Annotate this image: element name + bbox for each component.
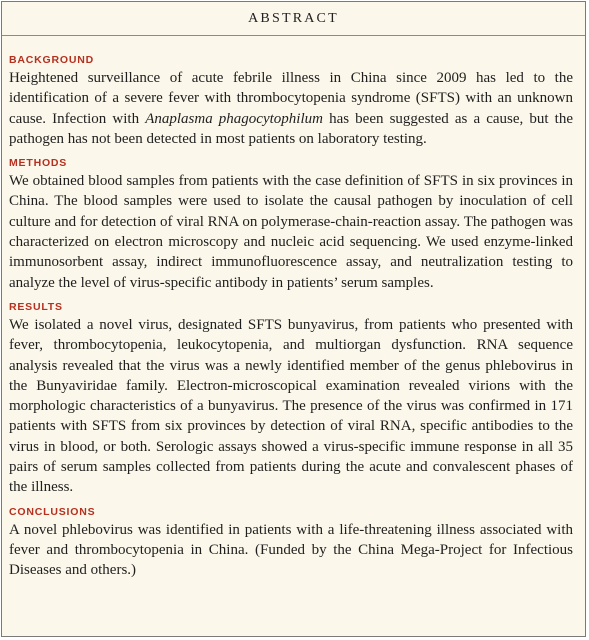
section-heading-results: RESULTS — [9, 300, 63, 313]
section-background — [9, 53, 573, 149]
section-results — [9, 300, 573, 498]
section-body-methods — [9, 171, 573, 293]
abstract-title: ABSTRACT — [2, 2, 585, 36]
section-conclusions — [9, 505, 573, 581]
section-methods — [9, 156, 573, 293]
background-text-part-2: has been suggested as a cause, but the pathogen has not been detected in most patients on laboratory testing. — [9, 110, 573, 147]
methods-text: We obtained blood samples from patients with the case definition of SFTS in six provinces in China. The blood samples were used to isolate the causal pathogen by inoculation of cell culture and for detection of viral RNA on polymerase-chain-reaction assay. The pathogen was characterized on electron microscopy and nucleic acid sequencing. We used enzyme-linked immunosorbent assay, indirect immunofluorescence assay, and neutralization testing to analyze the level of virus-specific antibody in patients’ serum samples. — [9, 173, 573, 291]
abstract-panel — [1, 1, 586, 637]
section-body-results — [9, 315, 573, 498]
section-heading-conclusions: CONCLUSIONS — [9, 505, 96, 518]
results-text: We isolated a novel virus, designated SFTS bunyavirus, from patients who presented with fever, thrombocytopenia, leukocytopenia, and multiorgan dysfunction. RNA sequence analysis revealed that the virus was a newly identified member of the genus phlebovirus in the Bunyaviridae family. Electron-microscopical examination revealed virions with the morphologic characteristics of a bunyavirus. The presence of the virus was confirmed in 171 patients with SFTS from six provinces by detection of viral RNA, specific antibodies to the virus in blood, or both. Serologic assays showed a virus-specific immune response in all 35 pairs of serum samples collected from patients during the acute and convalescent phases of the illness. — [9, 316, 573, 496]
section-body-background — [9, 68, 573, 149]
species-name: Anaplasma phagocytophilum — [145, 110, 323, 127]
section-heading-methods: METHODS — [9, 157, 68, 170]
section-heading-background: BACKGROUND — [9, 54, 94, 66]
abstract-content — [2, 36, 585, 581]
conclusions-text: A novel phlebovirus was identified in patients with a life-threatening illness associated with fever and thrombocytopenia in China. (Funded by the China Mega-Project for Infectious Diseases and others.) — [9, 521, 573, 579]
background-text-part-1: Heightened surveillance of acute febrile illness in China since 2009 has led to the identification of a severe fever with thrombocytopenia syndrome (SFTS) with an unknown cause. Infection with — [9, 70, 573, 127]
section-body-conclusions — [9, 520, 573, 581]
